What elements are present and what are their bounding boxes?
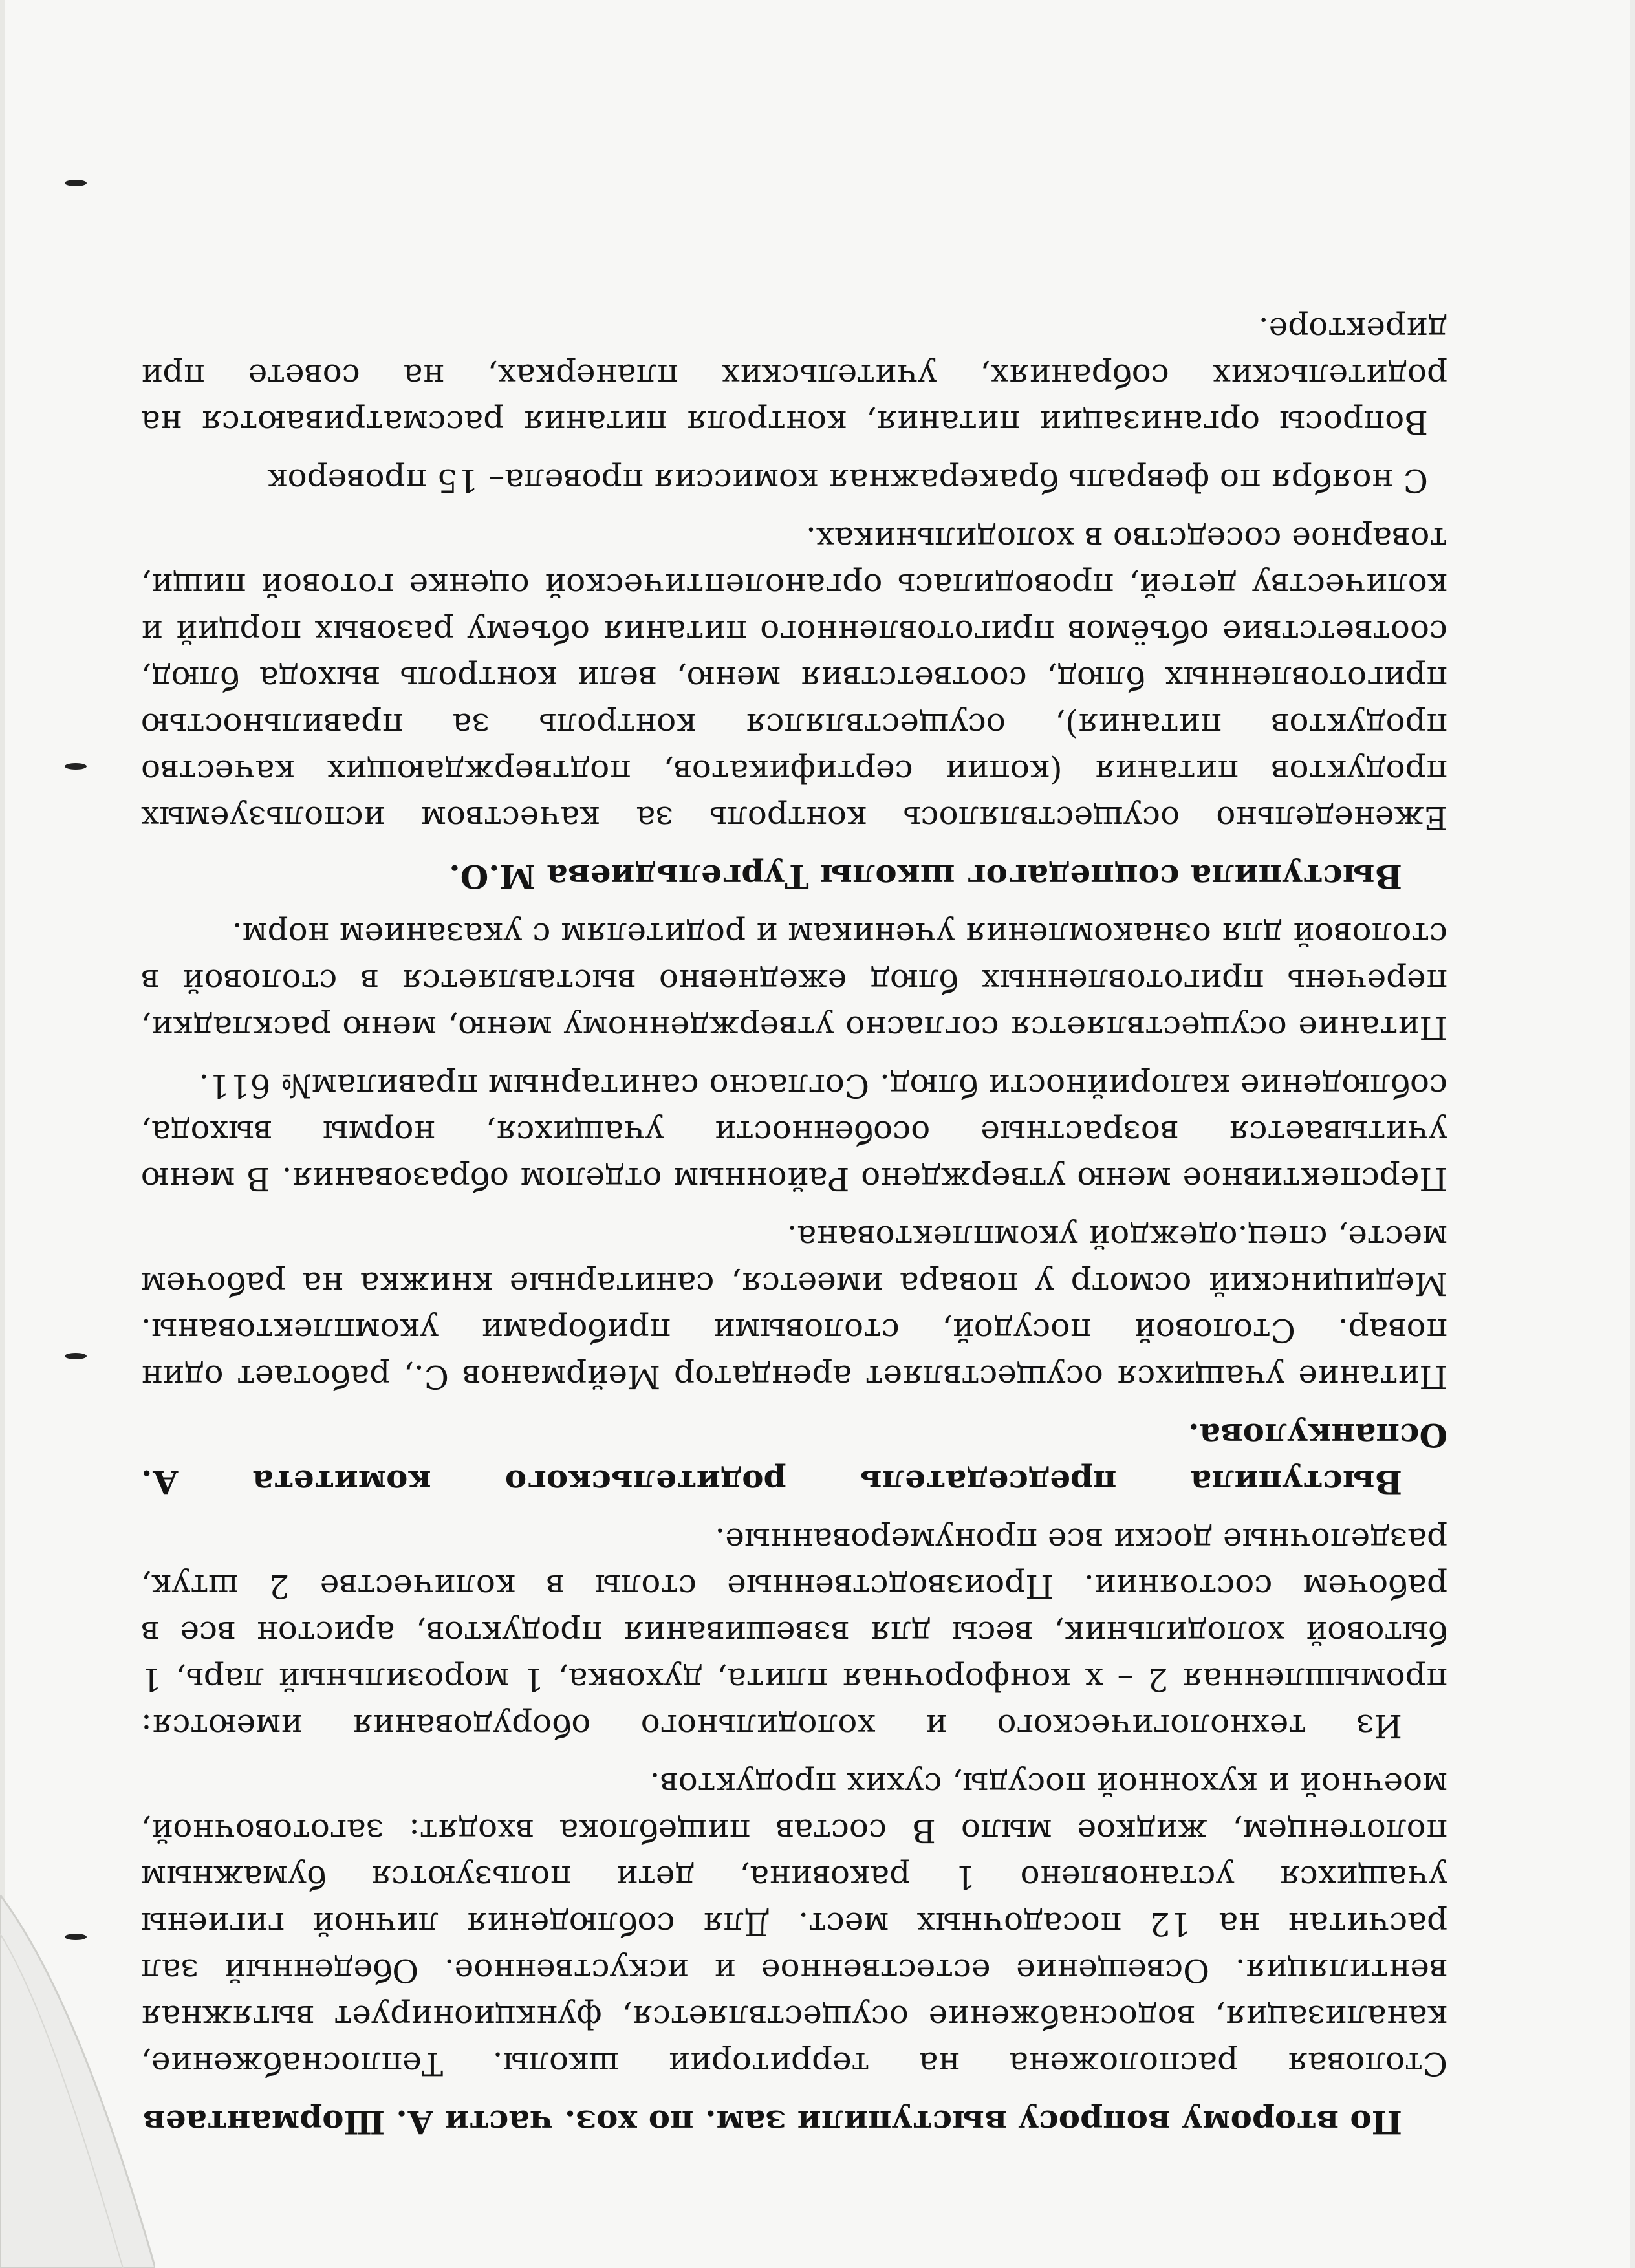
section-heading-parent-committee: Выступила председатель родительского комитета А. Оспанкулова.	[141, 1416, 1447, 1501]
paragraph-menu: Перспективное меню утверждено Районным отделом образования. В меню учитывается возрастные особенности учащихся, нормы выхода, соблюдение калорийности блюд. Согласно санитарным правилам№ 611.	[141, 1067, 1447, 1198]
paragraph-catering: Питание учащихся осуществляет арендатор Мейрманов С., работает один повар. Столовой посудой, столовыми приборами укомплектованы. Медицинский осмотр у повара имеется, санитарные книжка на рабочем месте, спец.одеждой укомплектована.	[141, 1218, 1447, 1396]
document-body	[141, 294, 1447, 2145]
paragraph-menu-display: Питание осуществляется согласно утвержденному меню, меню раскладки, перечень приготовленных блюд ежедневно выставляется в столовой в столовой для ознакомления ученикам и родителям с указанием норм.	[141, 916, 1447, 1046]
paragraph-equipment: Из технологического и холодильного оборудования имеются: промышленная 2 – х конфорочная плита, духовка, 1 морозильный ларь, 1 бытовой холодильник, весы для взвешивания продуктов, аристон все в рабочем состоянии. Производственные столы в количестве 2 штук, разделочные доски все пронумерованные.	[141, 1521, 1447, 1745]
paragraph-inspections: С ноября по февраль бракеражная комиссия провела– 15 проверок	[267, 462, 1428, 499]
section-heading-social-pedagogue: Выступила соцпедагог школы Тургельдиева М.О.	[449, 858, 1402, 896]
paragraph-quality-control: Еженедельно осуществлялось контроль за качеством используемых продуктов питания (копии сертификатов, подтверждающих качество продуктов питания), осуществлялся контроль за правильностью приготовленных блюд, соответствия меню, вели контроль выхода блюд, соответствие объёмов приготовленного питания объему разовых порций и количеству детей, проводилась органолептической оценке готовой пищи, товарное соседство в холодильниках.	[141, 520, 1447, 837]
paragraph-review: Вопросы организации питания, контроля питания рассматриваются на родительских собраниях, учительских планерках, на совете при директоре.	[141, 310, 1447, 441]
section-heading-second-question: По второму вопросу выступили зам. по хоз. части А. Шормантаев	[142, 2103, 1402, 2141]
paragraph-canteen-description: Столовая расположена на территории школы. Теплоснабжение, канализация, водоснабжение осуществляется, функционирует вытяжная вентиляция. Освещение естественное и искуственное. Обеденный зал расчитан на 12 посадочных мест. Для соблюдения личной гигиены учащихся установлено 1 раковина, дети пользуются бумажным полотенцем, жидкое мыло В состав пищеблока входят: заготовочной, моечной и кухонной посуды, сухих продуктов.	[141, 1766, 1447, 2082]
